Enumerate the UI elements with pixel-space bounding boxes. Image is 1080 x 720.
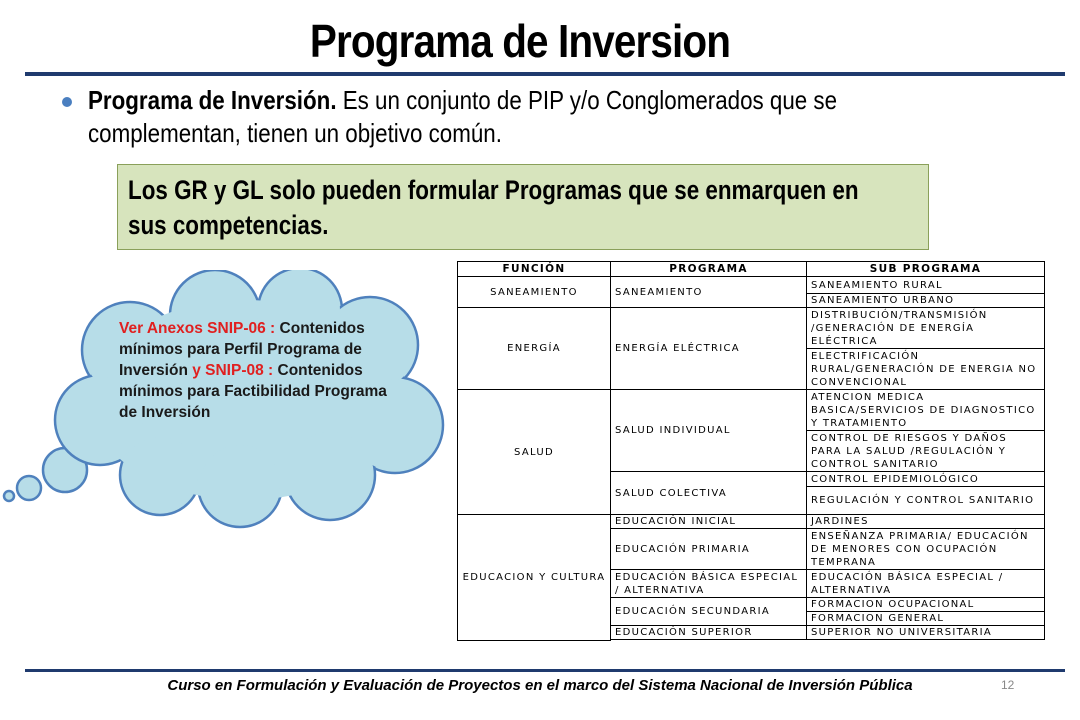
bullet-text: [88, 84, 862, 150]
snip08-ref: y SNIP-08 :: [187, 362, 274, 379]
subprograma-cell: SANEAMIENTO URBANO: [807, 294, 1045, 308]
funcion-cell: SANEAMIENTO: [458, 277, 611, 308]
slide-title: Programa de Inversion: [309, 15, 731, 67]
programa-cell: EDUCACIÓN PRIMARIA: [611, 529, 807, 570]
funcion-cell: ENERGÍA: [458, 308, 611, 390]
subprograma-cell: SANEAMIENTO RURAL: [807, 277, 1045, 294]
subprograma-cell: CONTROL DE RIESGOS Y DAÑOS PARA LA SALUD /REGULACIÓN Y CONTROL SANITARIO: [807, 431, 1045, 472]
table-row: [458, 277, 1045, 294]
snip08-desc: Contenidos mínimos para Factibilidad Programa de Inversión: [119, 362, 387, 421]
header-funcion: FUNCIÓN: [458, 262, 611, 277]
programa-cell: EDUCACIÓN SUPERIOR: [611, 626, 807, 640]
snip06-desc: Contenidos mínimos para Perfil Programa de Inversión: [119, 320, 365, 379]
note-box: [117, 164, 929, 250]
subprograma-cell: REGULACIÓN Y CONTROL SANITARIO: [807, 487, 1045, 515]
programa-cell: ENERGÍA ELÉCTRICA: [611, 308, 807, 390]
subprograma-cell: FORMACION OCUPACIONAL: [807, 598, 1045, 612]
programa-cell: EDUCACIÓN SECUNDARIA: [611, 598, 807, 626]
subprograma-cell: EDUCACIÓN BÁSICA ESPECIAL / ALTERNATIVA: [807, 570, 1045, 598]
subprograma-cell: FORMACION GENERAL: [807, 612, 1045, 626]
funcion-cell: EDUCACION Y CULTURA: [458, 515, 611, 641]
subprograma-cell: ELECTRIFICACIÓN RURAL/GENERACIÓN DE ENERGIA NO CONVENCIONAL: [807, 349, 1045, 390]
bullet-definition: Es un conjunto de PIP y/o Conglomerados que se complementan, tienen un objetivo común.: [88, 85, 838, 148]
page-number: 12: [1001, 678, 1015, 692]
table-row: [458, 390, 1045, 431]
table-header-row: [458, 262, 1045, 277]
snip06-ref: Ver Anexos SNIP-06 :: [119, 320, 276, 337]
programa-cell: EDUCACIÓN INICIAL: [611, 515, 807, 529]
header-subprograma: SUB PROGRAMA: [807, 262, 1045, 277]
subprograma-cell: DISTRIBUCIÓN/TRANSMISIÓN /GENERACIÓN DE ENERGÍA ELÉCTRICA: [807, 308, 1045, 349]
cloud-text: [119, 318, 389, 423]
title-divider: [25, 72, 1065, 76]
footer-text: Curso en Formulación y Evaluación de Proyectos en el marco del Sistema Nacional de Inversión Pública: [167, 677, 913, 694]
header-programa: PROGRAMA: [611, 262, 807, 277]
programa-cell: SALUD INDIVIDUAL: [611, 390, 807, 472]
subprograma-cell: ATENCION MEDICA BASICA/SERVICIOS DE DIAGNOSTICO Y TRATAMIENTO: [807, 390, 1045, 431]
subprograma-cell: JARDINES: [807, 515, 1045, 529]
subprograma-cell: CONTROL EPIDEMIOLÓGICO: [807, 472, 1045, 487]
footer-divider: [25, 669, 1065, 672]
table-row: [458, 308, 1045, 349]
subprograma-cell: SUPERIOR NO UNIVERSITARIA: [807, 626, 1045, 640]
note-box-text: Los GR y GL solo pueden formular Programas que se enmarquen en sus competencias.: [128, 175, 859, 240]
programa-cell: SALUD COLECTIVA: [611, 472, 807, 515]
program-table: [457, 261, 1045, 641]
bullet-icon: [62, 97, 72, 107]
subprograma-cell: ENSEÑANZA PRIMARIA/ EDUCACIÓN DE MENORES CON OCUPACIÓN TEMPRANA: [807, 529, 1045, 570]
bullet-bold-term: Programa de Inversión.: [88, 85, 337, 115]
funcion-cell: SALUD: [458, 390, 611, 515]
programa-cell: EDUCACIÓN BÁSICA ESPECIAL / ALTERNATIVA: [611, 570, 807, 598]
table-row: [458, 515, 1045, 529]
programa-cell: SANEAMIENTO: [611, 277, 807, 308]
